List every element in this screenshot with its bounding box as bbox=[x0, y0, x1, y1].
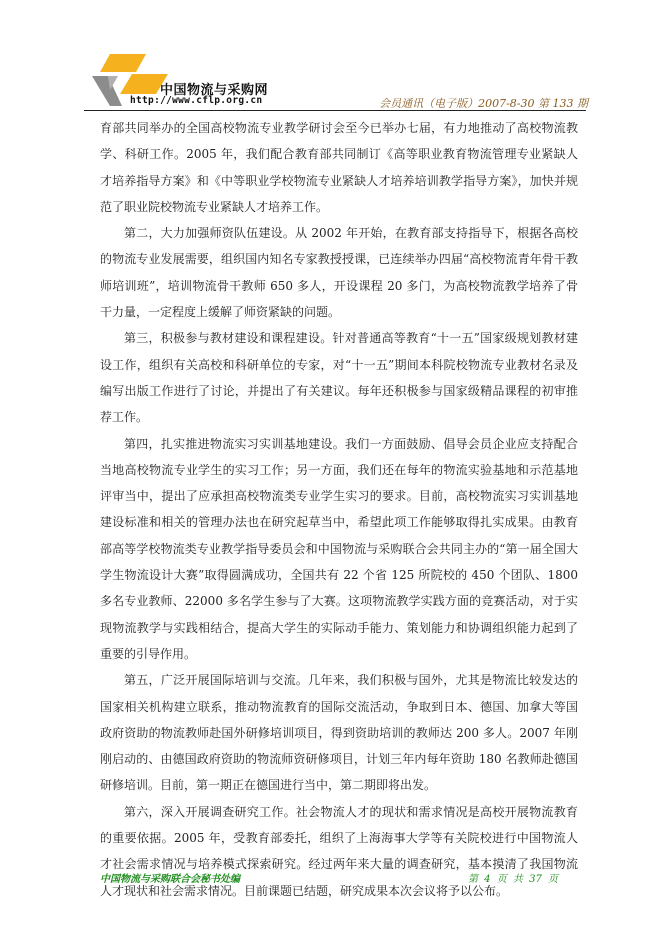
document-body bbox=[100, 115, 578, 904]
logo-title: 中国物流与采购网 bbox=[160, 83, 269, 98]
paragraph-international: 第五，广泛开展国际培训与交流。几年来，我们积极与国外，尤其是物流比较发达的国家相关机构建立联系，推动物流教育的国际交流活动，争取到日本、德国、加拿大等国政府资助的物流教师赴国外研修培训项目，得到资助培训的教师达 200 多人。2007 年刚刚启动的、由德国政府资助的物流师资研修项目，计划三年内每年资助 180 名教师赴德国研修培训。目前，第一期正在德国进行当中，第二期即将出发。 bbox=[100, 673, 578, 793]
header-divider bbox=[84, 110, 586, 111]
footer-page-number: 第 4 页 共 37 页 bbox=[468, 874, 558, 885]
issue-label: 会员通讯（电子版）2007-8-30 第 133 期 bbox=[379, 97, 588, 110]
paragraph-continued: 育部共同举办的全国高校物流专业教学研讨会至今已举办七届，有力地推动了高校物流教学、科研工作。2005 年，我们配合教育部共同制订《高等职业教育物流管理专业紧缺人才培养指导方案》和《中等职业学校物流专业紧缺人才培养培训教学指导方案》，加快并规范了职业院校物流专业紧缺人才培养工作。 bbox=[100, 121, 578, 214]
paragraph-textbooks: 第三，积极参与教材建设和课程建设。针对普通高等教育“十一五”国家级规划教材建设工作，组织有关高校和科研单位的专家，对“十一五”期间本科院校物流专业教材名录及编写出版工作进行了讨论，并提出了有关建议。每年还积极参与国家级精品课程的初审推荐工作。 bbox=[100, 331, 578, 425]
logo-url[interactable]: http://www.cflp.org.cn bbox=[130, 95, 263, 106]
footer-publisher: 中国物流与采购联合会秘书处编 bbox=[100, 874, 240, 885]
paragraph-research: 第六，深入开展调查研究工作。社会物流人才的现状和需求情况是高校开展物流教育的重要依据。2005 年，受教育部委托，组织了上海海事大学等有关院校进行中国物流人才社会需求情况与培养模式探索研究。经过两年来大量的调查研究，基本摸清了我国物流人才现状和社会需求情况。目前课题已结题，研究成果本次会议将予以公布。 bbox=[100, 804, 578, 898]
page-header bbox=[88, 50, 588, 108]
paragraph-internship: 第四，扎实推进物流实习实训基地建设。我们一方面鼓励、倡导会员企业应支持配合当地高校物流专业学生的实习工作；另一方面，我们还在每年的物流实验基地和示范基地评审当中，提出了应承担高校物流类专业学生实习的要求。目前，高校物流实习实训基地建设标准和相关的管理办法也在研究起草当中，希望此项工作能够取得扎实成果。由教育部高等学校物流类专业教学指导委员会和中国物流与采购联合会共同主办的“第一届全国大学生物流设计大赛”取得圆满成功，全国共有 22 个省 125 所院校的 450 个团队、1800 多名专业教师、22000 多名学生参与了大赛。这项物流教学实践方面的竞赛活动，对于实现物流教学与实践相结合，提高大学生的实际动手能力、策划能力和协调组织能力起到了重要的引导作用。 bbox=[100, 436, 578, 661]
paragraph-faculty: 第二，大力加强师资队伍建设。从 2002 年开始，在教育部支持指导下，根据各高校的物流专业发展需要，组织国内知名专家教授授课，已连续举办四届“高校物流青年骨干教师培训班”，培训物流骨干教师 650 多人，开设课程 20 多门，为高校物流教学培养了骨干力量，一定程度上缓解了师资紧缺的问题。 bbox=[100, 226, 578, 320]
cflp-logo bbox=[88, 50, 288, 108]
